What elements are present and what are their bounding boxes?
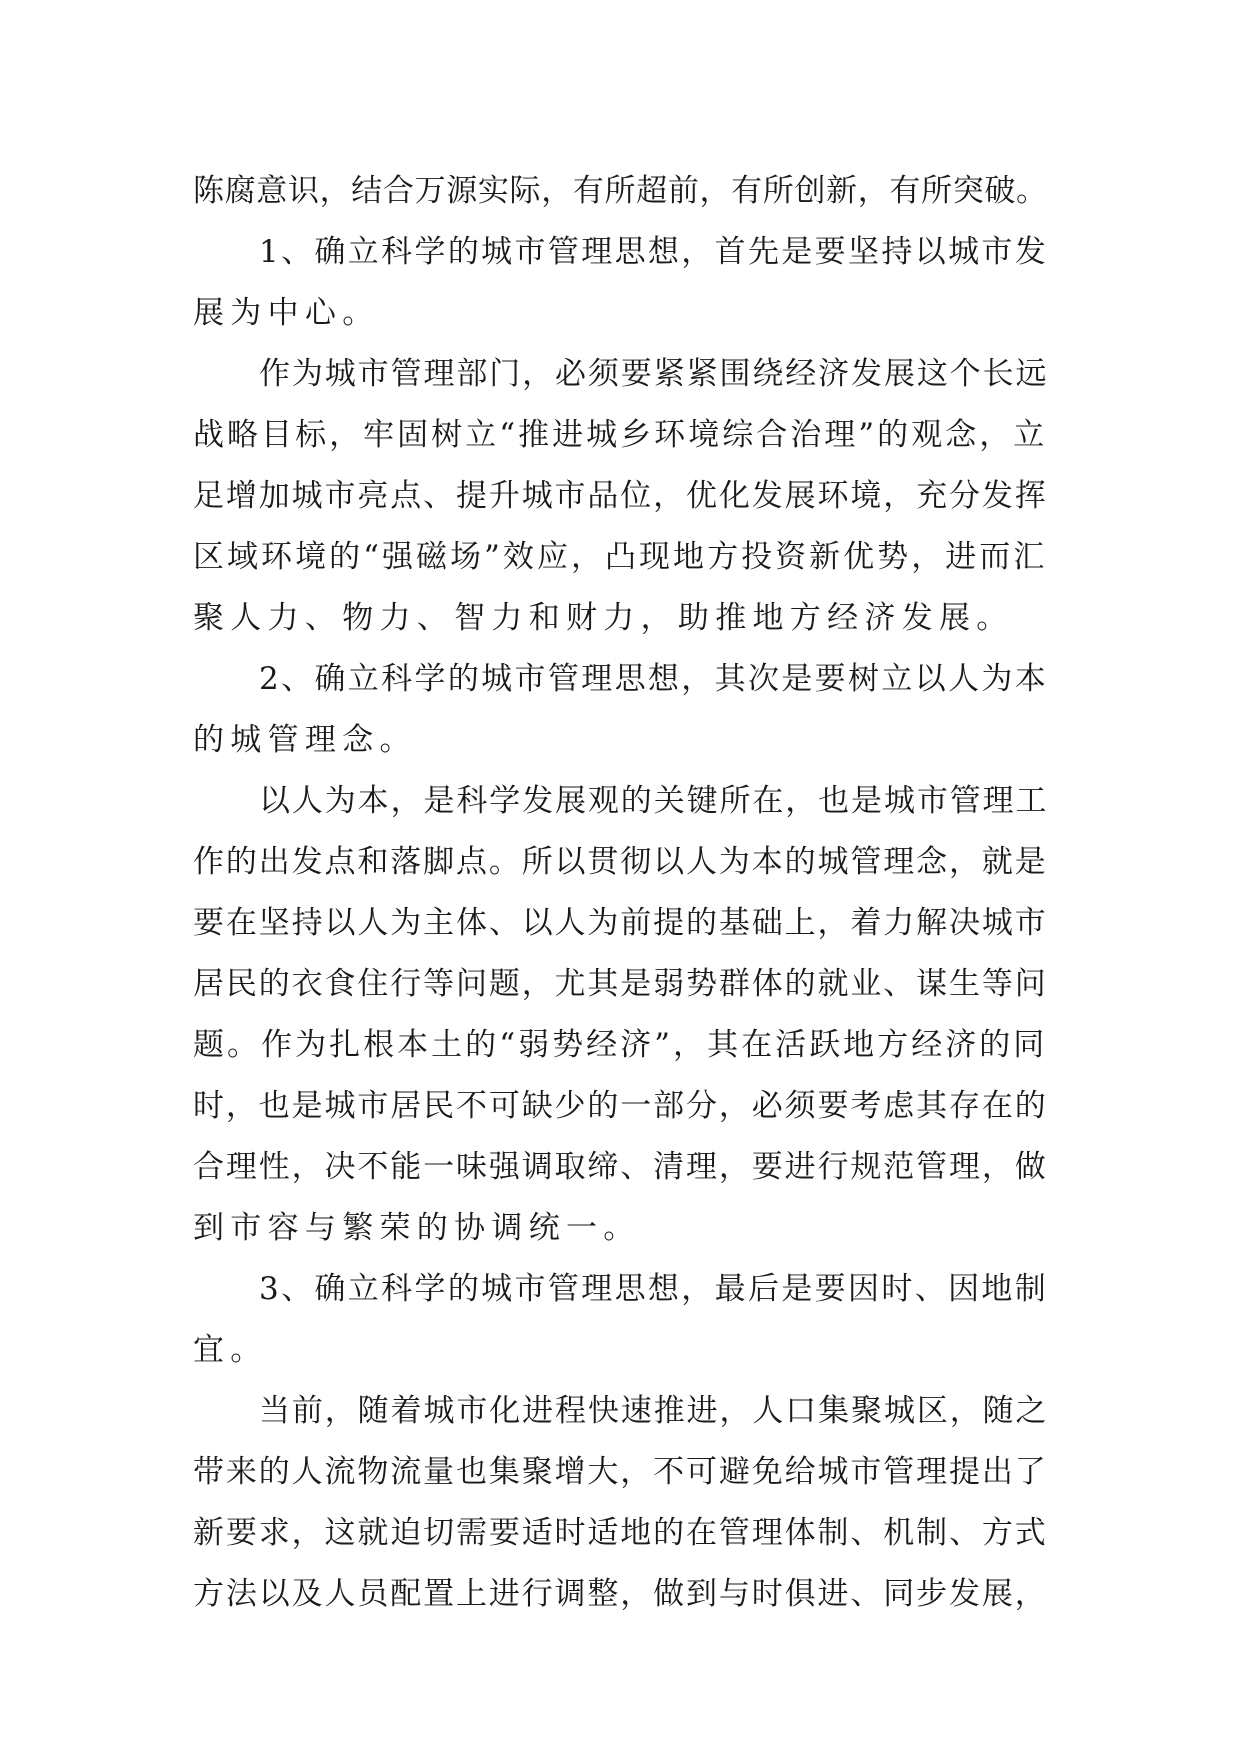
text-line: 以人为本，是科学发展观的关键所在，也是城市管理工 bbox=[259, 783, 1049, 819]
text-line: 1、确立科学的城市管理思想，首先是要坚持以城市发 bbox=[259, 234, 1049, 270]
text-line: 带来的人流物流量也集聚增大，不可避免给城市管理提出了 bbox=[193, 1454, 1048, 1490]
paragraph-heading-1 bbox=[193, 222, 1053, 344]
text-line: 宜。 bbox=[193, 1332, 268, 1368]
text-line: 的城管理念。 bbox=[193, 722, 417, 758]
paragraph-heading-2 bbox=[193, 649, 1053, 771]
text-line: 新要求，这就迫切需要适时适地的在管理体制、机制、方式 bbox=[193, 1515, 1048, 1551]
text-line: 时，也是城市居民不可缺少的一部分，必须要考虑其存在的 bbox=[193, 1088, 1048, 1124]
text-line: 陈腐意识，结合万源实际，有所超前，有所创新，有所突破。 bbox=[193, 173, 1048, 209]
document-body bbox=[193, 161, 1053, 1625]
text-line: 当前，随着城市化进程快速推进，人口集聚城区，随之 bbox=[259, 1393, 1049, 1429]
text-line: 足增加城市亮点、提升城市品位，优化发展环境，充分发挥 bbox=[193, 478, 1048, 514]
text-line: 作的出发点和落脚点。所以贯彻以人为本的城管理念，就是 bbox=[193, 844, 1048, 880]
text-line: 2、确立科学的城市管理思想，其次是要树立以人为本 bbox=[259, 661, 1049, 697]
text-line: 聚人力、物力、智力和财力，助推地方经济发展。 bbox=[193, 600, 1014, 636]
paragraph-heading-3 bbox=[193, 1259, 1053, 1381]
paragraph bbox=[193, 771, 1053, 1259]
paragraph bbox=[193, 344, 1053, 649]
paragraph bbox=[193, 161, 1053, 222]
paragraph bbox=[193, 1381, 1053, 1625]
text-line: 题。作为扎根本土的“弱势经济”，其在活跃地方经济的同 bbox=[193, 1027, 1048, 1063]
text-line: 居民的衣食住行等问题，尤其是弱势群体的就业、谋生等问 bbox=[193, 966, 1048, 1002]
text-line: 作为城市管理部门，必须要紧紧围绕经济发展这个长远 bbox=[259, 356, 1049, 392]
text-line: 战略目标，牢固树立“推进城乡环境综合治理”的观念，立 bbox=[193, 417, 1048, 453]
text-line: 展为中心。 bbox=[193, 295, 380, 331]
text-line: 方法以及人员配置上进行调整，做到与时俱进、同步发展， bbox=[193, 1576, 1048, 1612]
text-line: 区域环境的“强磁场”效应，凸现地方投资新优势，进而汇 bbox=[193, 539, 1048, 575]
text-line: 合理性，决不能一味强调取缔、清理，要进行规范管理，做 bbox=[193, 1149, 1048, 1185]
text-line: 要在坚持以人为主体、以人为前提的基础上，着力解决城市 bbox=[193, 905, 1048, 941]
text-line: 3、确立科学的城市管理思想，最后是要因时、因地制 bbox=[259, 1271, 1049, 1307]
text-line: 到市容与繁荣的协调统一。 bbox=[193, 1210, 641, 1246]
